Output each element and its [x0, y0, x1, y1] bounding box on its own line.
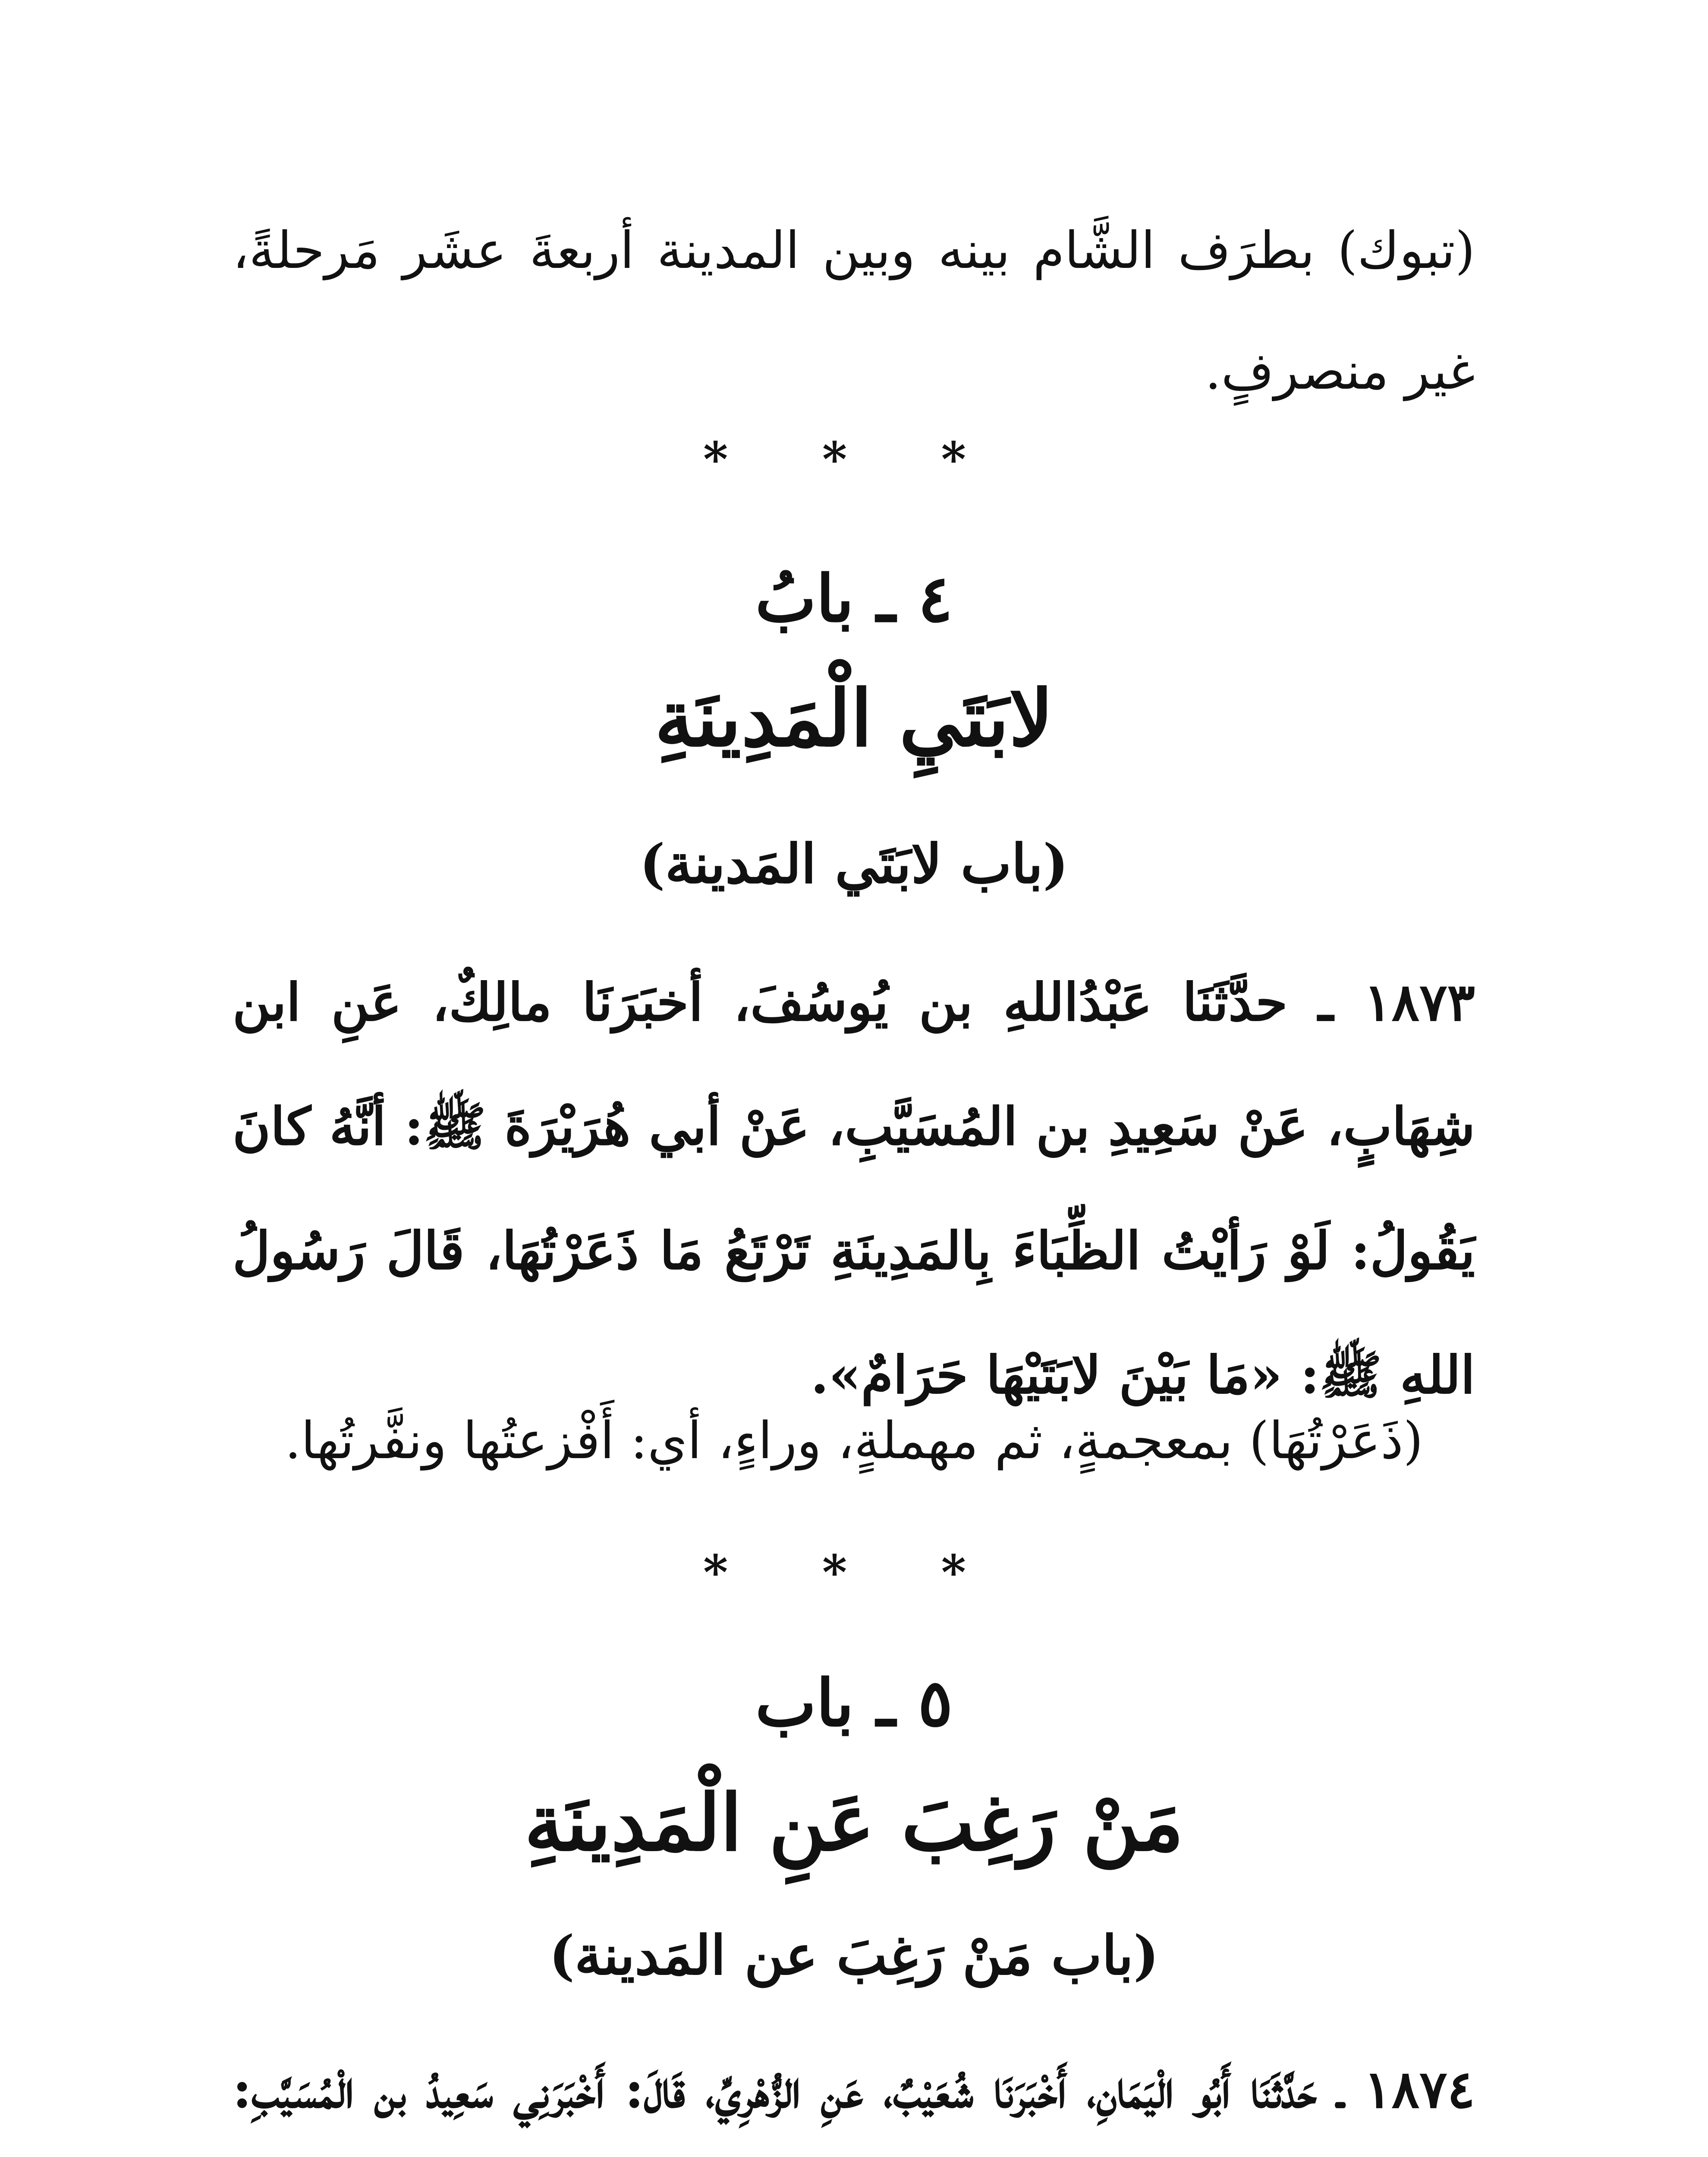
chapter-5-subtitle: (باب مَنْ رَغِبَ عن المَدينة)	[549, 1924, 1159, 1987]
chapter-4-subtitle: (باب لابَتَي المَدينة)	[639, 833, 1069, 896]
separator-stars: * * *	[703, 431, 1005, 487]
chapter-5-number: ٥ ـ باب	[755, 1665, 953, 1741]
chapter-5-title: مَنْ رَغِبَ عَنِ الْمَدِينَةِ	[524, 1777, 1184, 1868]
chapter-4-number: ٤ ـ بابُ	[755, 561, 953, 637]
chapter-4-title: لابَتَيِ الْمَدِينَةِ	[654, 673, 1054, 764]
hadith-1874: ١٨٧٤ ـ حَدَّثَنَا أَبُو الْيَمَانِ، أَخْبَرَنَا شُعَيْبٌ، عَنِ الزُّهْرِيِّ، قَالَ: أَخْبَرَنِي سَعِيدُ بن الْمُسَيَّبِ:	[233, 2059, 1475, 2120]
hadith-1873: ١٨٧٣ ـ حدَّثَنَا عَبْدُاللهِ بن يُوسُفَ، أخبَرَنَا مالِكٌ، عَنِ ابن شِهَابٍ، عَنْ سَعِيدِ بن المُسَيَّبِ، عَنْ أبي هُرَيْرَةَ ﷺ: أنَّهُ كانَ يَقُولُ: لَوْ رَأيْتُ الظِّبَاءَ بِالمَدِينَةِ تَرْتَعُ مَا ذَعَرْتُهَا، قَالَ رَسُولُ اللهِ ﷺ: «مَا بَيْنَ لابَتَيْهَا حَرَامٌ».	[233, 972, 1475, 1406]
separator-stars: * * *	[703, 1544, 1005, 1600]
top-paragraph: (تبوك) بطرَف الشَّام بينه وبين المدينة أربعةَ عشَر مَرحلةً، غير منصرفٍ.	[233, 220, 1475, 401]
word-note: (ذَعَرْتُهَا) بمعجمةٍ، ثم مهملةٍ، وراءٍ، أي: أَفْزعتُها ونفَّرتُها.	[285, 1411, 1423, 1470]
